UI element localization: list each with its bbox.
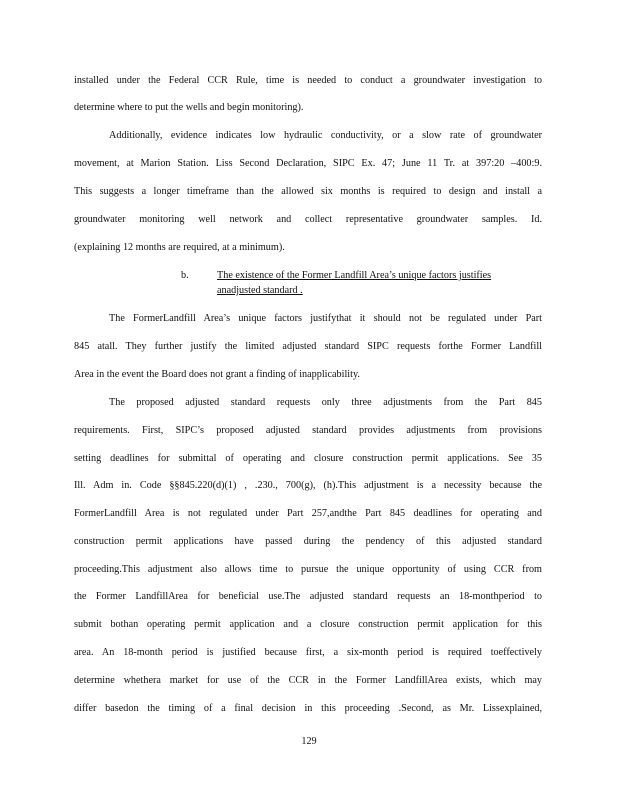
page-number: 129 bbox=[301, 736, 317, 747]
body-line: installed under the Federal CCR Rule, time is needed to conduct a groundwater investigation to bbox=[74, 75, 542, 86]
section-heading-line: The existence of the Former Landfill Area’s unique factors justifies bbox=[217, 270, 492, 281]
body-line: FormerLandfill Area is not regulated under Part 257,andthe Part 845 deadlines for operating and bbox=[74, 508, 542, 519]
body-line: submit bothan operating permit application and a closure construction permit application for this bbox=[74, 619, 542, 630]
section-heading-line: anadjusted standard . bbox=[217, 285, 303, 296]
paragraph-first-line: The FormerLandfill Area’s unique factors justifythat it should not be regulated under Part bbox=[109, 313, 542, 324]
section-label: b. bbox=[181, 270, 189, 281]
body-line: construction permit applications have passed during the pendency of this adjusted standard bbox=[74, 536, 542, 547]
body-line: 845 atall. They further justify the limited adjusted standard SIPC requests forthe Former Landfill bbox=[74, 341, 542, 352]
paragraph-first-line: The proposed adjusted standard requests only three adjustments from the Part 845 bbox=[109, 397, 542, 408]
body-line: determine whethera market for use of the CCR in the Former LandfillArea exists, which may bbox=[74, 675, 542, 686]
body-line: Area in the event the Board does not grant a finding of inapplicability. bbox=[74, 369, 360, 380]
body-line: the Former LandfillArea for beneficial use.The adjusted standard requests an 18-monthperiod to bbox=[74, 591, 542, 602]
body-line: This suggests a longer timeframe than the allowed six months is required to design and install a bbox=[74, 186, 542, 197]
body-line: groundwater monitoring well network and collect representative groundwater samples. Id. bbox=[74, 214, 542, 225]
body-line: movement, at Marion Station. Liss Second Declaration, SIPC Ex. 47; June 11 Tr. at 397:20 –400:9. bbox=[74, 158, 542, 169]
paragraph-first-line: Additionally, evidence indicates low hydraulic conductivity, or a slow rate of groundwater bbox=[109, 130, 542, 141]
body-line: area. An 18-month period is justified because first, a six-month period is required toeffectively bbox=[74, 647, 542, 658]
body-line: requirements. First, SIPC’s proposed adjusted standard provides adjustments from provisions bbox=[74, 425, 542, 436]
body-line: differ basedon the timing of a final decision in this proceeding .Second, as Mr. Lissexplained, bbox=[74, 703, 542, 714]
body-line: Ill. Adm in. Code §§845.220(d)(1) , .230., 700(g), (h).This adjustment is a necessity because the bbox=[74, 480, 542, 491]
body-line: setting deadlines for submittal of operating and closure construction permit applications. See 35 bbox=[74, 453, 542, 464]
body-line: proceeding.This adjustment also allows time to pursue the unique opportunity of using CCR from bbox=[74, 564, 542, 575]
body-line: determine where to put the wells and begin monitoring). bbox=[74, 102, 304, 113]
body-line: (explaining 12 months are required, at a minimum). bbox=[74, 242, 285, 253]
